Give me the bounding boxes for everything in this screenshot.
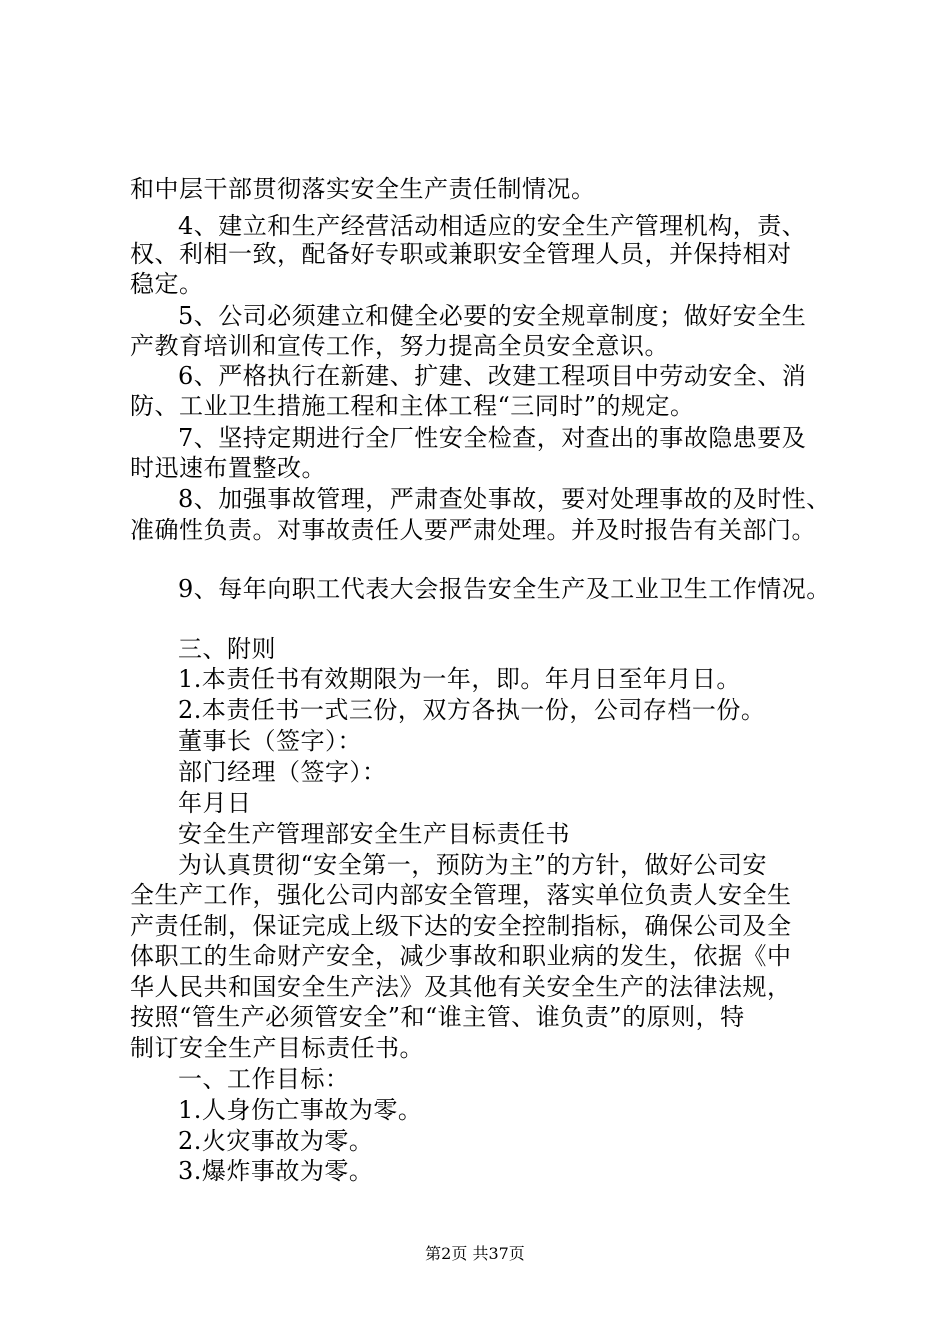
list-item: 1.人身伤亡事故为零。 — [178, 1096, 423, 1124]
date-line: 年月日 — [178, 789, 252, 817]
text-line: 准确性负责。对事故责任人要严肃处理。并及时报告有关部门。 — [130, 516, 816, 544]
signature-line: 董事长（签字）： — [178, 727, 362, 755]
text-line: 体职工的生命财产安全，减少事故和职业病的发生，依据《中 — [130, 942, 792, 970]
text-line: 6、严格执行在新建、扩建、改建工程项目中劳动安全、消 — [178, 362, 807, 390]
text-line: 产教育培训和宣传工作，努力提高全员安全意识。 — [130, 332, 669, 360]
text-line: 和中层干部贯彻落实安全生产责任制情况。 — [130, 175, 596, 203]
text-line: 按照“管生产必须管安全”和“谁主管、谁负责”的原则，特 — [130, 1003, 745, 1031]
text-line: 2.本责任书一式三份，双方各执一份，公司存档一份。 — [178, 696, 766, 724]
text-line: 为认真贯彻“安全第一，预防为主”的方针，做好公司安 — [178, 851, 768, 879]
text-line: 7、坚持定期进行全厂性安全检查，对查出的事故隐患要及 — [178, 424, 807, 452]
list-item: 3.爆炸事故为零。 — [178, 1157, 374, 1185]
text-line: 4、建立和生产经营活动相适应的安全生产管理机构，责、 — [178, 212, 807, 240]
signature-line: 部门经理（签字）： — [178, 758, 387, 786]
document-title: 安全生产管理部安全生产目标责任书 — [178, 820, 570, 848]
text-line: 防、工业卫生措施工程和主体工程“三同时”的规定。 — [130, 392, 695, 420]
text-line: 1.本责任书有效期限为一年，即。年月日至年月日。 — [178, 665, 741, 693]
text-line: 9、每年向职工代表大会报告安全生产及工业卫生工作情况。 — [178, 575, 831, 603]
section-heading: 三、附则 — [178, 635, 276, 663]
text-line: 时迅速布置整改。 — [130, 454, 326, 482]
text-line: 产责任制，保证完成上级下达的安全控制指标，确保公司及全 — [130, 912, 792, 940]
text-line: 全生产工作，强化公司内部安全管理，落实单位负责人安全生 — [130, 881, 792, 909]
text-line: 制订安全生产目标责任书。 — [130, 1034, 424, 1062]
text-line: 稳定。 — [130, 270, 204, 298]
list-item: 2.火灾事故为零。 — [178, 1127, 374, 1155]
text-line: 8、加强事故管理，严肃查处事故，要对处理事故的及时性、 — [178, 485, 831, 513]
section-heading: 一、工作目标： — [178, 1065, 350, 1093]
page-footer: 第2页 共37页 — [425, 1244, 525, 1263]
text-line: 5、公司必须建立和健全必要的安全规章制度；做好安全生 — [178, 302, 807, 330]
text-line: 权、利相一致，配备好专职或兼职安全管理人员，并保持相对 — [130, 240, 792, 268]
text-line: 华人民共和国安全生产法》及其他有关安全生产的法律法规， — [130, 973, 792, 1001]
